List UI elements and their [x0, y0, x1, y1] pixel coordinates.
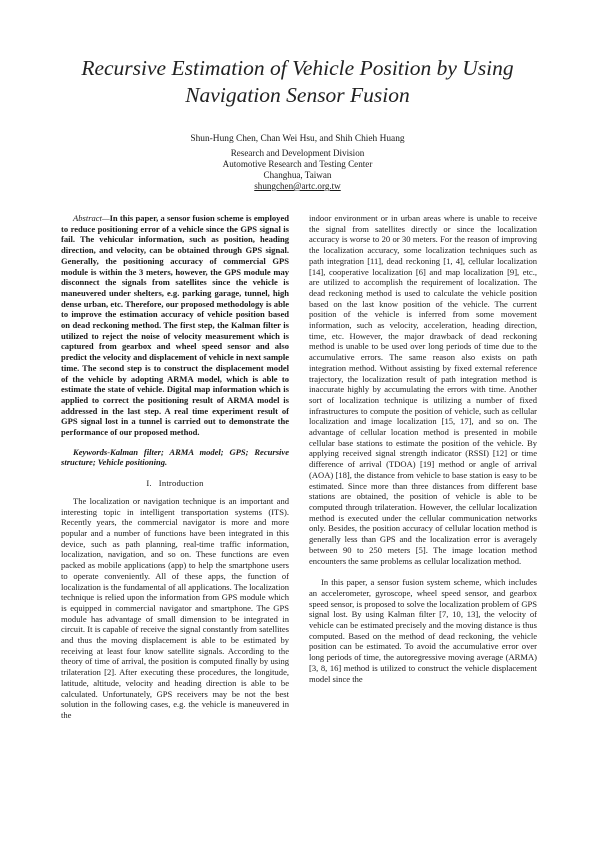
author-email-link[interactable]: shungchen@artc.org.tw	[254, 181, 341, 191]
body-paragraph-proposed-method: In this paper, a sensor fusion system scheme, which includes an accelerometer, gyroscope, wheel speed sensor, and gearbox speed sensor, is proposed to solve the localization problem of GPS signal lost. By using Kalman filter [7, 10, 13], the velocity of vehicle can be estimated precisely and the moving distance is thus computed. Based on the method of dead reckoning, the vehicle position can be estimated. To avoid the accumulative error over long periods of time, the autoregressive moving average (ARMA) [3, 8, 16] method is utilized to construct the vehicle displacement model since the	[309, 577, 537, 684]
keywords: Keywords-Kalman filter; ARMA model; GPS; Recursive structure; Vehicle positioning.	[61, 446, 289, 468]
introduction-paragraph: The localization or navigation technique is an important and interesting topic in intelligent transportation systems (ITS). Recently years, the commercial navigator is more and more popular and a number of functions have been integrated in this device, such as path planning, real-time traffic information, localization, navigation, and so on. These functions are even packed as mobile applications (app) to help the smartphone users to operate conveniently. All of these apps, the function of localization is the fundamental of all applications. The localization technique is relied upon the information from GPS module which is equipped in commercial navigator and smartphone. The GPS module has advantage of small dimension to be integrated in circuit. It is capable of receive the signal constantly from satellites and thus the moving displacement is able to be estimated by receiving at least four know satellite signals. According to the theory of time of arrival, the position is computed finally by using trilateration [2]. After executing these procedures, the longitude, latitude, altitude, velocity and heading direction is able to be calculated. Unfortunately, GPS receivers may be not the best solution in the following cases, e.g. the vehicle is maneuvered in the	[61, 495, 289, 720]
abstract-text: In this paper, a sensor fusion scheme is employed to reduce positioning error of a vehicle since the GPS signal is fail. The vehicular information, such as position, heading direction, and velocity, can be obtained through GPS signal. Generally, the positioning accuracy of commercial GPS module is within the 3 meters, however, the GPS module may disconnect the signals from satellites since the vehicle is maneuvered under shelters, e.g. parking garage, tunnel, high dense urban, etc. Therefore, our proposed methodology is able to improve the estimation accuracy of vehicle position based on dead reckoning method. The first step, the Kalman filter is utilized to reject the noise of velocity measurement which is captured from gearbox and wheel speed sensor and also predict the velocity and displacement of vehicle in next sample time. The second step is to construct the displacement model of the vehicle by adopting ARMA model, which is able to estimate the state of vehicle. Digital map information which is applied to correct the positioning result of ARMA model is addressed in the last step. A real time experiment result of GPS signal lost in a tunnel is carried out to demonstrate the performance of our proposed method.	[61, 213, 289, 438]
affiliation-location: Changhua, Taiwan	[263, 170, 332, 180]
title-line-2: Navigation Sensor Fusion	[185, 83, 410, 107]
affiliation-division: Research and Development Division	[230, 148, 365, 158]
paper-title	[40, 55, 555, 109]
body-paragraph-continued: indoor environment or in urban areas where is unable to receive the signal from satellites directly or since the localization accuracy is worse to 20 or 30 meters. For the reason of improving the localization accuracy, some localization techniques such as path integration [11], dead reckoning [1, 4], cellular localization [14], cooperative localization [6] and map localization [9], etc., are utilized to accomplish the requirement of localization. The dead reckoning method is used to calculate the vehicle position based on the last know position of the vehicle. The current position of the vehicle is inferred from some movement information, such as velocity, acceleration, heading direction, time, etc. However, the major drawback of dead reckoning method is unable to be used over long periods of time due to the accumulative errors. The same reason also exists on path integration method. Without assisting by fixed external reference trajectory, the localization result of path integration method is inaccurate highly by accumulating the errors with time. Another sort of localization technique is utilizing a number of fixed infrastructures to compute the position of vehicle, such as cellular localization and image localization [15, 17], and so on. The advantage of cellular location method is presented in mobile cellular base stations to estimate the position of the vehicle. By applying received signal strength indicator (RSSI) [12] or time difference of arrival (TDOA) [19] method or angle of arrival (AOA) [18], the distance from vehicle to base station is easy to be estimated. Since more than three distances from different base stations are obtained, the position of vehicle is able to be computed through trilateration. However, the cellular localization method is executed under the cellular communication networks only. Besides, the position accuracy of cellular location method is generally less than GPS and the localization error is averagely between 90 to 250 meters [5]. The image location method encounters the same problems as cellular localization method.	[309, 213, 537, 566]
title-line-1: Recursive Estimation of Vehicle Position by Using	[81, 56, 514, 80]
right-column	[309, 213, 537, 684]
abstract-lead: Abstract—	[73, 213, 110, 223]
abstract	[61, 213, 289, 438]
section-heading-introduction	[61, 478, 289, 489]
affiliation-center: Automotive Research and Testing Center	[222, 159, 373, 169]
left-column	[61, 213, 289, 721]
author-list: Shun-Hung Chen, Chan Wei Hsu, and Shih Chieh Huang	[190, 134, 405, 144]
section-number: I.	[146, 478, 152, 489]
section-title: Introduction	[158, 478, 204, 489]
affiliation-block	[60, 148, 535, 192]
